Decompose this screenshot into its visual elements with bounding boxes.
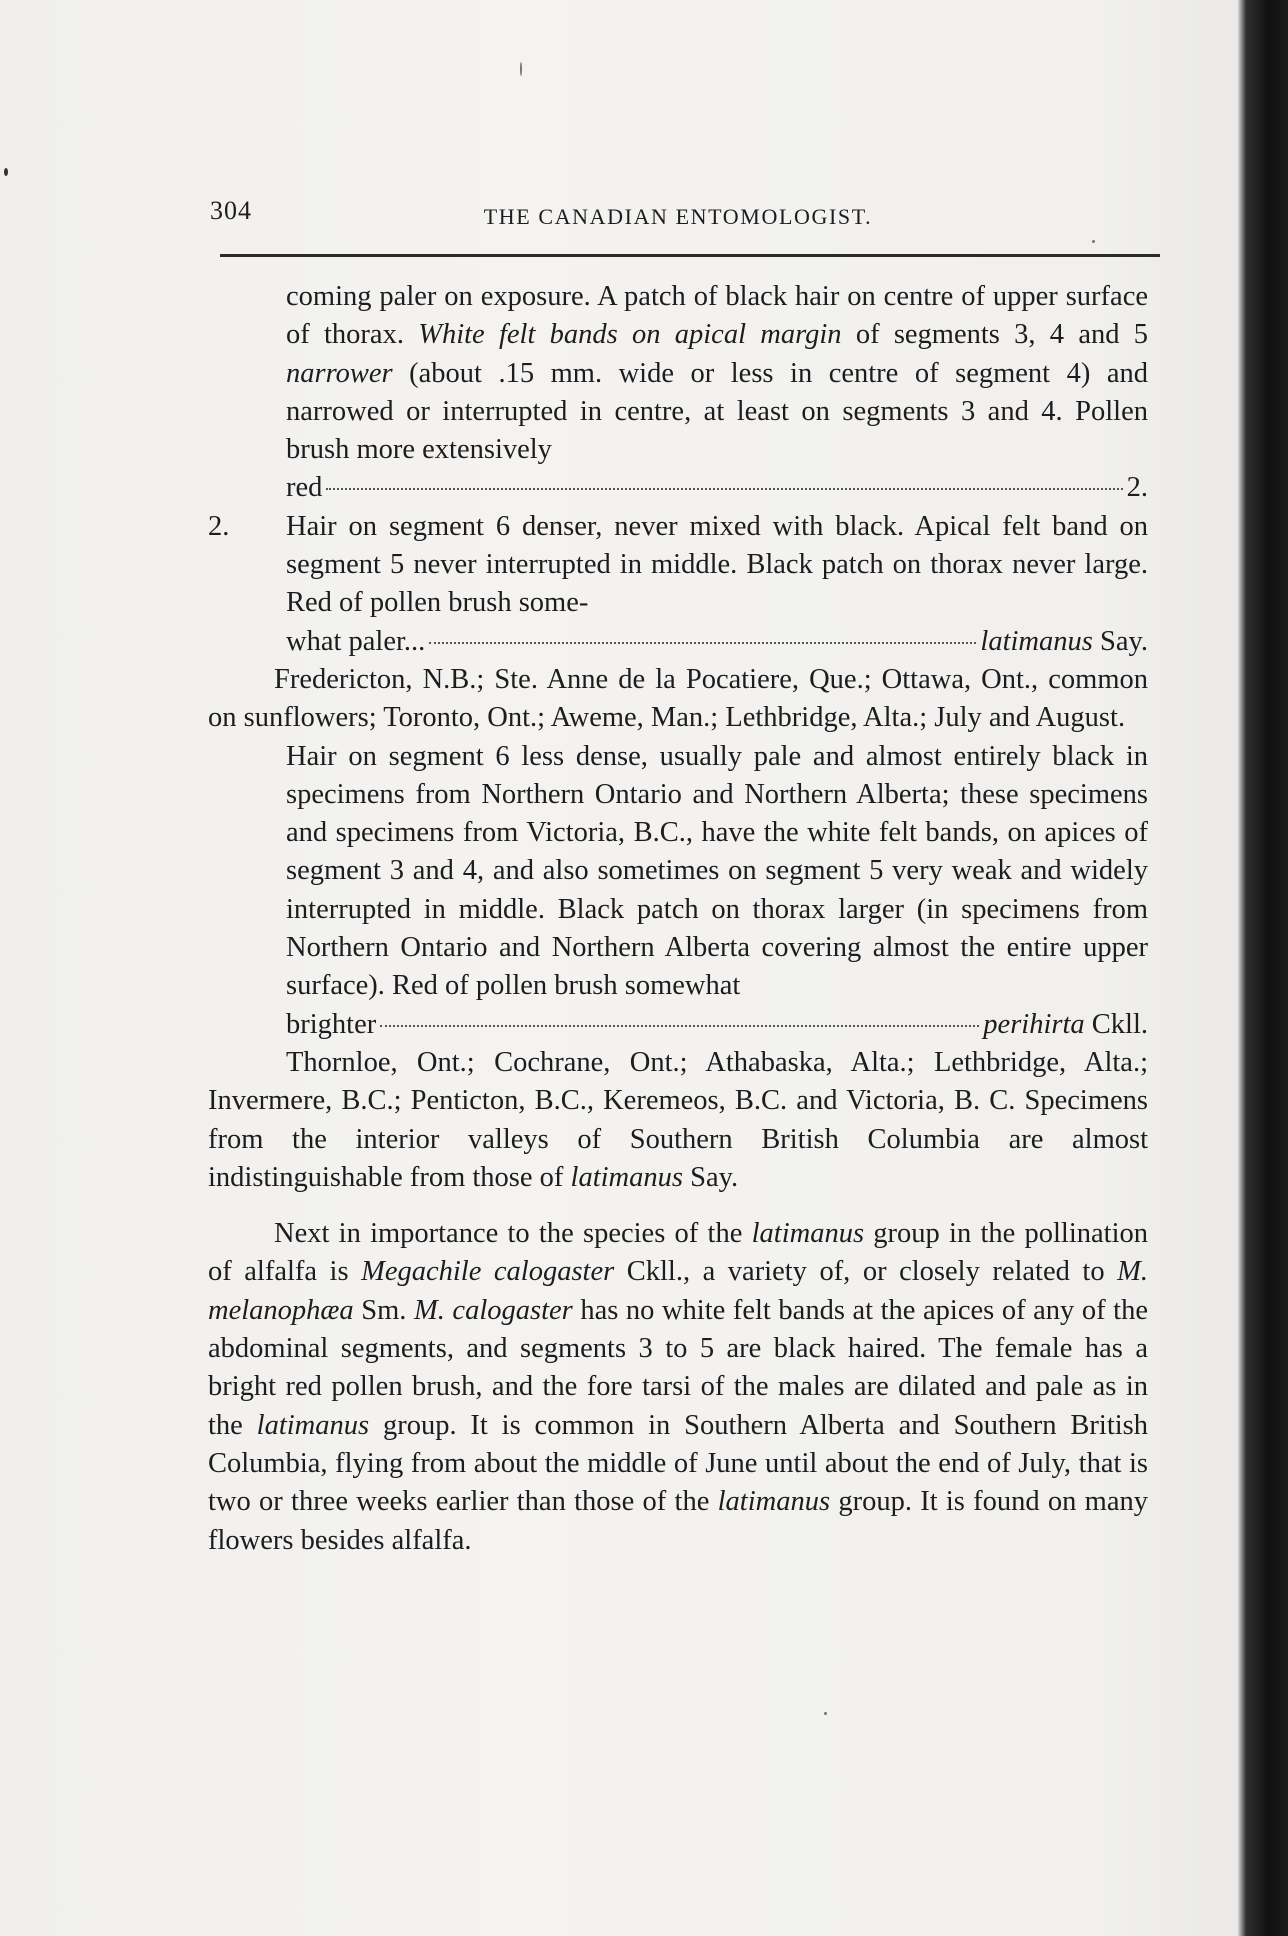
dust-speck xyxy=(520,62,522,76)
running-head xyxy=(208,190,1148,238)
couplet-number: 2. xyxy=(208,510,230,542)
key-leader-line xyxy=(286,469,1148,507)
body-paragraph xyxy=(208,1215,1148,1560)
couplet-text: Hair on segment 6 less dense, usually pale and almost entirely black in specimens from Northern Ontario and Northern Alberta; these specimens and specimens from Victoria, B.C., have the white felt bands, on apices of segment 3 and 4, and also sometimes on segment 5 very weak and widely interrupted in middle. Black patch on thorax larger (in specimens from Northern Ontario and Northern Alberta covering almost the entire upper surface). Red of pollen brush somewhat xyxy=(286,740,1148,1002)
article-body xyxy=(208,278,1148,1560)
species-name: M. melanophæa xyxy=(208,1256,1148,1326)
text-run: group. It is found on many flowers besides alfalfa. xyxy=(208,1486,1148,1556)
species-citation xyxy=(980,623,1148,661)
species-name: latimanus xyxy=(570,1161,683,1193)
page-number: 304 xyxy=(210,196,252,225)
text-run: Ckll., a variety of, or closely related to xyxy=(614,1256,1118,1288)
author-name: Ckll. xyxy=(1084,1008,1148,1040)
couplet-2 xyxy=(208,508,1148,661)
leader-lead-text: red xyxy=(286,472,323,504)
species-name: latimanus xyxy=(256,1409,370,1441)
species-name: latimanus xyxy=(980,625,1093,657)
text-run: group in the pollination of alfalfa is xyxy=(208,1218,1149,1288)
text-run: Thornloe, Ont.; Cochrane, Ont.; Athabaska, Alta.; Lethbridge, Alta.; Invermere, B.C.; Penticton, B.C., Keremeos, B.C. and Victoria, B. C. Specimens from the interior valleys of Southern British Columbia are almost indistinguishable from those of xyxy=(208,1046,1148,1193)
couplet-reference: 2. xyxy=(1126,472,1148,504)
key-continuation xyxy=(286,278,1148,508)
journal-title: THE CANADIAN ENTOMOLOGIST. xyxy=(483,204,873,229)
author-name: Say. xyxy=(682,1161,739,1193)
text-run: Next in importance to the species of the xyxy=(274,1218,752,1250)
text-run: coming paler on exposure. A patch of black hair on centre of upper surface of thorax. xyxy=(286,281,1148,351)
leader-lead-text: brighter xyxy=(286,1008,377,1040)
locality-record xyxy=(208,1044,1148,1197)
dust-speck xyxy=(1092,240,1095,243)
species-name: perihirta xyxy=(983,1008,1085,1040)
couplet-leader-line xyxy=(286,623,1148,661)
couplet-leader-line xyxy=(286,1006,1148,1044)
book-page xyxy=(208,190,1149,1556)
species-name: latimanus xyxy=(751,1218,865,1250)
dust-speck xyxy=(824,1712,827,1715)
dot-leader xyxy=(380,1025,979,1027)
text-run: has no white felt bands at the apices of any of the abdominal segments, and segments 3 to 5 are black haired. The female has a bright red pollen brush, and the fore tarsi of the males are dilated and pale as in the xyxy=(208,1294,1148,1441)
dot-leader xyxy=(429,642,976,644)
text-run: group. It is common in Southern Alberta and Southern British Columbia, flying from about the middle of June until about the end of July, that is two or three weeks earlier than those of the xyxy=(208,1409,1148,1518)
header-rule xyxy=(220,254,1160,257)
couplet-2b-body xyxy=(286,738,1148,1044)
emphasis-run: White felt bands on apical margin xyxy=(418,319,842,351)
key-text xyxy=(286,278,1148,469)
author-name: Say. xyxy=(1092,625,1148,657)
leader-lead-text: what paler... xyxy=(286,625,426,657)
dot-leader xyxy=(326,488,1122,490)
dust-speck xyxy=(4,168,8,176)
locality-record: Fredericton, N.B.; Ste. Anne de la Pocatiere, Que.; Ottawa, Ont., common on sunflowers; Toronto, Ont.; Aweme, Man.; Lethbridge, Alta.; July and August. xyxy=(208,663,1148,734)
species-name: Megachile calogaster xyxy=(361,1256,615,1288)
book-edge-shadow xyxy=(1238,0,1288,1936)
species-citation xyxy=(983,1006,1148,1044)
text-run: of segments 3, 4 and 5 xyxy=(841,319,1148,351)
couplet-text: Hair on segment 6 denser, never mixed with black. Apical felt band on segment 5 never interrupted in middle. Black patch on thorax never large. Red of pollen brush some- xyxy=(286,510,1148,619)
text-run: (about .15 mm. wide or less in centre of segment 4) and narrowed or interrupted in centre, at least on segments 3 and 4. Pollen brush more extensively xyxy=(286,357,1148,466)
emphasis-run: narrower xyxy=(286,357,393,389)
text-run: Sm. xyxy=(353,1294,414,1326)
couplet-2-body xyxy=(286,508,1148,661)
species-name: latimanus xyxy=(717,1486,831,1518)
species-name: M. calogaster xyxy=(413,1294,573,1326)
